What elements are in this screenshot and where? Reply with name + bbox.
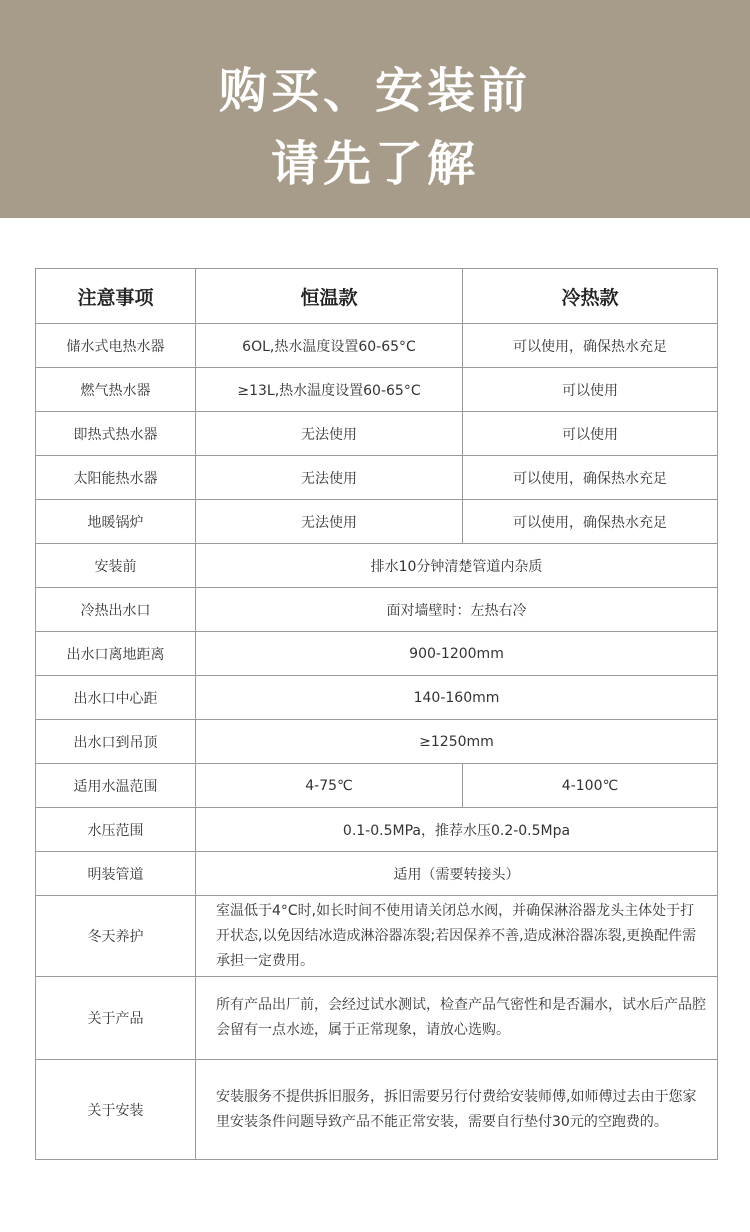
cell-merged: 适用（需要转接头） [196, 852, 718, 896]
cell-merged: 面对墙壁时：左热右冷 [196, 588, 718, 632]
table-row [36, 808, 718, 852]
banner-title-line2: 请先了解 [270, 136, 479, 192]
table-row [36, 676, 718, 720]
row-label: 明装管道 [36, 852, 196, 896]
banner-title-line1: 购买、安装前 [218, 63, 531, 119]
header-banner [0, 0, 750, 218]
cell-merged: ≥1250mm [196, 720, 718, 764]
cell-hot-cold: 可以使用，确保热水充足 [463, 500, 718, 544]
spec-table [35, 268, 718, 1160]
cell-constant-temp: 无法使用 [196, 456, 463, 500]
cell-hot-cold: 4-100℃ [463, 764, 718, 808]
row-label: 出水口中心距 [36, 676, 196, 720]
cell-constant-temp: 无法使用 [196, 412, 463, 456]
cell-constant-temp: 6OL,热水温度设置60-65°C [196, 324, 463, 368]
row-label: 关于安装 [36, 1060, 196, 1160]
table-row [36, 544, 718, 588]
cell-constant-temp: ≥13L,热水温度设置60-65°C [196, 368, 463, 412]
table-row [36, 720, 718, 764]
row-label: 安装前 [36, 544, 196, 588]
cell-hot-cold: 可以使用 [463, 412, 718, 456]
row-label: 冷热出水口 [36, 588, 196, 632]
cell-merged-long: 所有产品出厂前，会经过试水测试，检查产品气密性和是否漏水，试水后产品腔会留有一点水迹，属于正常现象，请放心选购。 [196, 977, 718, 1060]
table-row [36, 977, 718, 1060]
table-row [36, 456, 718, 500]
table-header-row [36, 269, 718, 324]
table-row [36, 368, 718, 412]
cell-merged: 0.1-0.5MPa，推荐水压0.2-0.5Mpa [196, 808, 718, 852]
row-label: 地暖锅炉 [36, 500, 196, 544]
row-label: 适用水温范围 [36, 764, 196, 808]
cell-hot-cold: 可以使用 [463, 368, 718, 412]
table-row [36, 852, 718, 896]
table-row [36, 412, 718, 456]
cell-merged: 140-160mm [196, 676, 718, 720]
cell-constant-temp: 4-75℃ [196, 764, 463, 808]
header-constant-temp: 恒温款 [196, 269, 463, 324]
header-notes: 注意事项 [36, 269, 196, 324]
table-row [36, 500, 718, 544]
row-label: 储水式电热水器 [36, 324, 196, 368]
table-row [36, 588, 718, 632]
cell-merged: 排水10分钟清楚管道内杂质 [196, 544, 718, 588]
table-row [36, 896, 718, 977]
table-row [36, 764, 718, 808]
row-label: 关于产品 [36, 977, 196, 1060]
table-row [36, 1060, 718, 1160]
row-label: 燃气热水器 [36, 368, 196, 412]
table-row [36, 632, 718, 676]
cell-constant-temp: 无法使用 [196, 500, 463, 544]
row-label: 水压范围 [36, 808, 196, 852]
row-label: 太阳能热水器 [36, 456, 196, 500]
cell-merged-long: 安装服务不提供拆旧服务，拆旧需要另行付费给安装师傅,如师傅过去由于您家里安装条件问题导致产品不能正常安装，需要自行垫付30元的空跑费的。 [196, 1060, 718, 1160]
header-hot-cold: 冷热款 [463, 269, 718, 324]
row-label: 出水口到吊顶 [36, 720, 196, 764]
row-label: 冬天养护 [36, 896, 196, 977]
row-label: 即热式热水器 [36, 412, 196, 456]
table-row [36, 324, 718, 368]
cell-merged-long: 室温低于4°C时,如长时间不使用请关闭总水阀，并确保淋浴器龙头主体处于打开状态,以免因结冰造成淋浴器冻裂;若因保养不善,造成淋浴器冻裂,更换配件需承担一定费用。 [196, 896, 718, 977]
cell-merged: 900-1200mm [196, 632, 718, 676]
cell-hot-cold: 可以使用，确保热水充足 [463, 324, 718, 368]
cell-hot-cold: 可以使用，确保热水充足 [463, 456, 718, 500]
row-label: 出水口离地距离 [36, 632, 196, 676]
